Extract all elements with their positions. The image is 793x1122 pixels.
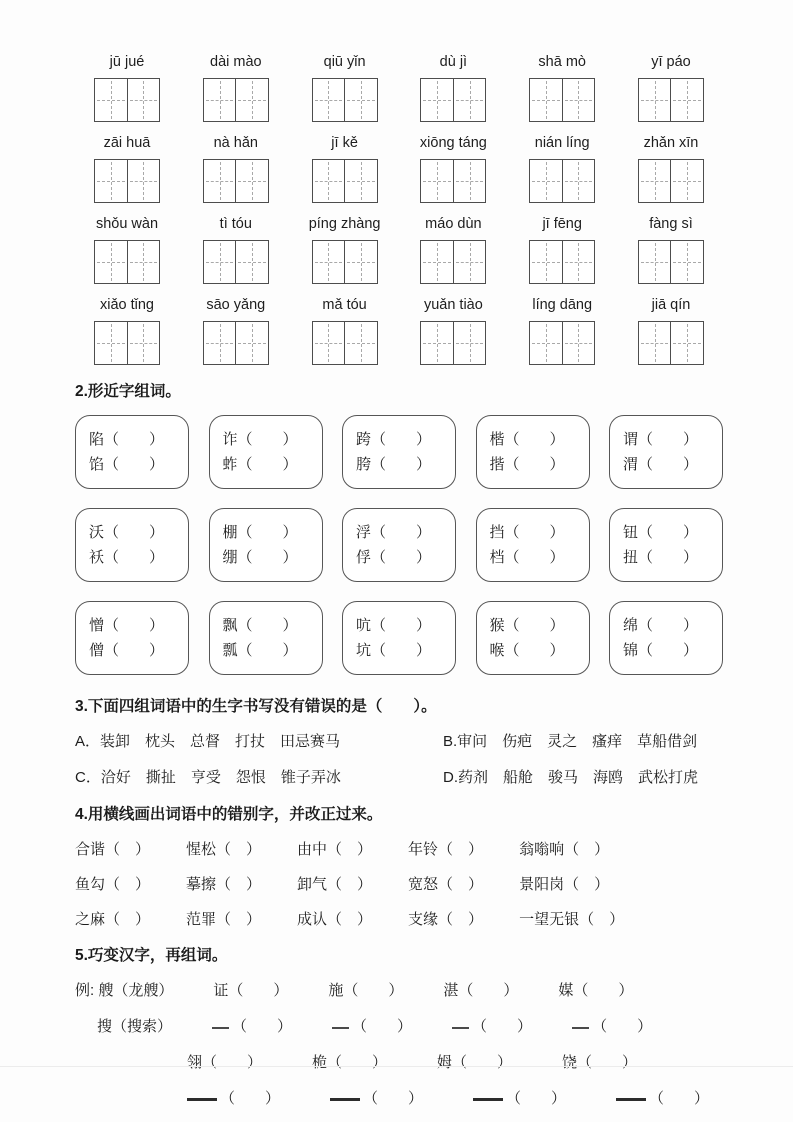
compare-line: 坑（ ） [356,642,432,659]
grid-cell [530,241,562,283]
answer-blank-line [330,1098,360,1102]
section3-heading: 3.下面四组词语中的生字书写没有错误的是（ ）。 [75,698,437,715]
pinyin-unit [75,216,179,284]
pinyin-word: máo dùn [425,216,482,232]
pinyin-row-2 [75,135,723,203]
grid-cell [235,322,268,364]
transform-blank-item: （ ） [212,1015,292,1036]
compare-line: 钮（ ） [623,524,699,541]
grid-cell [95,160,127,202]
pinyin-word: dài mào [210,54,262,70]
writing-grid [420,159,486,203]
error-word: 由中（ ） [297,841,373,858]
writing-grid [529,240,595,284]
pinyin-unit [293,297,397,365]
answer-blank-line [616,1098,646,1102]
pinyin-unit [510,216,614,284]
transform-blank-item: （ ） [330,1087,423,1108]
compare-line: 僧（ ） [89,642,165,659]
grid-cell [204,160,236,202]
grid-cell [313,322,345,364]
mcq-option-a: A．装卸 枕头 总督 打扙 田忌赛马 [75,733,341,750]
section5-heading: 5.巧变汉字，再组词。 [75,947,228,964]
grid-cell [127,79,160,121]
grid-cell [421,160,453,202]
pinyin-unit [293,135,397,203]
error-word: 合谐（ ） [75,841,151,858]
compare-line: 陷（ ） [89,431,165,448]
compare-box [476,508,590,582]
transform-blank-item: （ ） [473,1087,566,1108]
pinyin-word: xiōng táng [419,135,487,151]
compare-line: 憎（ ） [89,617,165,634]
transform-item: 姆（ ） [437,1054,513,1071]
answer-blank-line [332,1027,349,1029]
grid-cell [639,160,671,202]
transform-blank-item: （ ） [572,1015,652,1036]
grid-cell [313,241,345,283]
error-word: 范罪（ ） [186,911,262,928]
pinyin-unit [401,135,505,203]
pinyin-unit [619,216,723,284]
compare-line: 扭（ ） [623,549,699,566]
pinyin-word: dù jì [439,54,468,70]
answer-blank-line [452,1027,469,1029]
compare-box-row-1 [75,415,723,489]
transform-item: 媒（ ） [558,982,634,999]
grid-cell [127,160,160,202]
grid-cell [453,79,486,121]
error-word: 卸气（ ） [297,876,373,893]
transform-item: 饶（ ） [562,1054,638,1071]
grid-cell [562,79,595,121]
transform-row-2 [75,1015,723,1036]
compare-box [75,508,189,582]
grid-cell [127,241,160,283]
error-word: 惺松（ ） [186,841,262,858]
compare-box [609,508,723,582]
compare-line: 蚱（ ） [222,456,298,473]
compare-line: 袄（ ） [89,549,165,566]
compare-line: 瓢（ ） [222,642,298,659]
compare-line: 渭（ ） [623,456,699,473]
pinyin-unit [619,135,723,203]
writing-grid [529,159,595,203]
pinyin-unit [510,54,614,122]
answer-blank-line [572,1027,589,1029]
compare-box-row-2 [75,508,723,582]
grid-cell [204,322,236,364]
pinyin-unit [401,54,505,122]
compare-line: 楷（ ） [489,431,565,448]
pinyin-word: zhǎn xīn [643,135,699,151]
pinyin-word: nà hǎn [213,135,258,151]
pinyin-unit [401,216,505,284]
error-word: 一望无银（ ） [519,911,625,928]
compare-line: 挡（ ） [489,524,565,541]
transform-row-1 [75,979,723,1000]
grid-cell [95,241,127,283]
writing-grid [638,159,704,203]
grid-cell [421,79,453,121]
pinyin-word: shā mò [538,54,586,70]
pinyin-word: jiā qín [651,297,691,313]
grid-cell [530,160,562,202]
compare-line: 棚（ ） [222,524,298,541]
pinyin-word: jī fēng [542,216,582,232]
grid-cell [421,241,453,283]
transform-item: 湛（ ） [443,982,519,999]
pinyin-row-4 [75,297,723,365]
error-word: 之麻（ ） [75,911,151,928]
pinyin-unit [184,135,288,203]
compare-line: 猴（ ） [489,617,565,634]
grid-cell [344,79,377,121]
grid-cell [421,322,453,364]
writing-grid [94,240,160,284]
grid-cell [235,160,268,202]
mcq-option-d: D.药剂 船舱 骏马 海鸥 武松打虎 [443,769,699,786]
page-divider-line [0,1066,793,1067]
writing-grid [420,321,486,365]
writing-grid [203,159,269,203]
writing-grid [420,240,486,284]
pinyin-writing-section [75,54,723,365]
compare-box [476,415,590,489]
pinyin-word: píng zhàng [308,216,381,232]
answer-blank-line [473,1098,503,1102]
grid-cell [530,79,562,121]
grid-cell [639,322,671,364]
transform-blank-item: （ ） [187,1087,280,1108]
compare-line: 揩（ ） [489,456,565,473]
compare-box [342,601,456,675]
transform-blank-item: （ ） [452,1015,532,1036]
pinyin-unit [75,54,179,122]
pinyin-word: sāo yǎng [206,297,266,313]
grid-cell [670,241,703,283]
pinyin-word: líng dāng [532,297,593,313]
transform-item: 桅（ ） [312,1054,388,1071]
compare-line: 谓（ ） [623,431,699,448]
compare-line: 沃（ ） [89,524,165,541]
writing-grid [638,78,704,122]
section2-heading: 2.形近字组词。 [75,383,181,400]
compare-box [476,601,590,675]
pinyin-row-1 [75,54,723,122]
writing-grid [420,78,486,122]
transform-row-4 [75,1087,723,1108]
compare-line: 喉（ ） [489,642,565,659]
error-word: 鱼勾（ ） [75,876,151,893]
writing-grid [203,321,269,365]
writing-grid [529,78,595,122]
writing-grid [312,78,378,122]
error-word: 年铃（ ） [408,841,484,858]
transform-blank-item: （ ） [332,1015,412,1036]
compare-line: 锦（ ） [623,642,699,659]
pinyin-unit [184,54,288,122]
pinyin-unit [293,216,397,284]
pinyin-unit [510,297,614,365]
writing-grid [94,321,160,365]
compare-box [342,415,456,489]
grid-cell [313,160,345,202]
pinyin-word: yuǎn tiào [423,297,483,313]
pinyin-word: nián líng [534,135,590,151]
pinyin-unit [293,54,397,122]
grid-cell [95,79,127,121]
compare-box [209,508,323,582]
grid-cell [562,241,595,283]
pinyin-word: yī páo [651,54,691,70]
answer-blank-line [187,1098,217,1102]
writing-grid [94,159,160,203]
transform-blank-item: （ ） [616,1087,709,1108]
transform-example-answer: 搜（搜索） [97,1018,173,1035]
grid-cell [204,79,236,121]
writing-grid [638,321,704,365]
writing-grid [638,240,704,284]
pinyin-unit [184,297,288,365]
section4-heading: 4.用横线画出词语中的错别字，并改正过来。 [75,806,383,823]
compare-line: 绷（ ） [222,549,298,566]
compare-box [75,601,189,675]
grid-cell [204,241,236,283]
pinyin-word: jī kě [331,135,358,151]
grid-cell [453,241,486,283]
error-word: 翁嗡响（ ） [519,841,610,858]
error-word: 摹擦（ ） [186,876,262,893]
compare-line: 绵（ ） [623,617,699,634]
compare-box [209,601,323,675]
error-words-row-2 [75,873,723,894]
mcq-option-b: B.审问 伤疤 灵之 瘙痒 草船借剑 [443,733,698,750]
pinyin-word: qiū yǐn [323,54,366,70]
error-word: 景阳岗（ ） [519,876,610,893]
transform-item: 翎（ ） [187,1054,263,1071]
writing-grid [312,159,378,203]
pinyin-unit [401,297,505,365]
compare-line: 飘（ ） [222,617,298,634]
grid-cell [530,322,562,364]
compare-line: 吭（ ） [356,617,432,634]
grid-cell [235,241,268,283]
pinyin-row-3 [75,216,723,284]
compare-line: 浮（ ） [356,524,432,541]
grid-cell [344,241,377,283]
pinyin-word: fàng sì [649,216,693,232]
compare-box [75,415,189,489]
answer-blank-line [212,1027,229,1029]
writing-grid [312,321,378,365]
pinyin-unit [184,216,288,284]
error-word: 支缘（ ） [408,911,484,928]
grid-cell [95,322,127,364]
grid-cell [453,322,486,364]
grid-cell [562,160,595,202]
compare-line: 俘（ ） [356,549,432,566]
grid-cell [235,79,268,121]
writing-grid [94,78,160,122]
transform-row-3 [75,1051,723,1072]
grid-cell [670,79,703,121]
compare-box-row-3 [75,601,723,675]
compare-line: 胯（ ） [356,456,432,473]
pinyin-unit [619,297,723,365]
grid-cell [344,160,377,202]
compare-box [342,508,456,582]
grid-cell [344,322,377,364]
grid-cell [639,79,671,121]
mcq-options-row-1 [75,730,723,751]
writing-grid [529,321,595,365]
grid-cell [562,322,595,364]
error-word: 宽怒（ ） [408,876,484,893]
error-words-row-3 [75,908,723,929]
transform-item: 施（ ） [328,982,404,999]
error-words-row-1 [75,838,723,859]
pinyin-word: jū jué [109,54,145,70]
grid-cell [313,79,345,121]
pinyin-word: shǒu wàn [95,216,159,232]
compare-box [209,415,323,489]
pinyin-word: tì tóu [219,216,252,232]
pinyin-word: mǎ tóu [322,297,367,313]
compare-line: 诈（ ） [222,431,298,448]
mcq-option-c: C．洽好 撕扯 亨受 怨恨 锥子弄冰 [75,769,341,786]
compare-box [609,415,723,489]
compare-line: 档（ ） [489,549,565,566]
grid-cell [127,322,160,364]
pinyin-unit [75,135,179,203]
mcq-options-row-2 [75,766,723,787]
pinyin-word: zāi huā [103,135,151,151]
writing-grid [203,240,269,284]
pinyin-unit [510,135,614,203]
compare-line: 馅（ ） [89,456,165,473]
writing-grid [203,78,269,122]
transform-item: 证（ ） [213,982,289,999]
grid-cell [670,160,703,202]
pinyin-unit [619,54,723,122]
grid-cell [453,160,486,202]
pinyin-unit [75,297,179,365]
grid-cell [670,322,703,364]
writing-grid [312,240,378,284]
pinyin-word: xiǎo tǐng [99,297,154,313]
compare-line: 跨（ ） [356,431,432,448]
grid-cell [639,241,671,283]
error-word: 成认（ ） [297,911,373,928]
transform-example: 例: 艘（龙艘） [75,982,174,999]
compare-box [609,601,723,675]
